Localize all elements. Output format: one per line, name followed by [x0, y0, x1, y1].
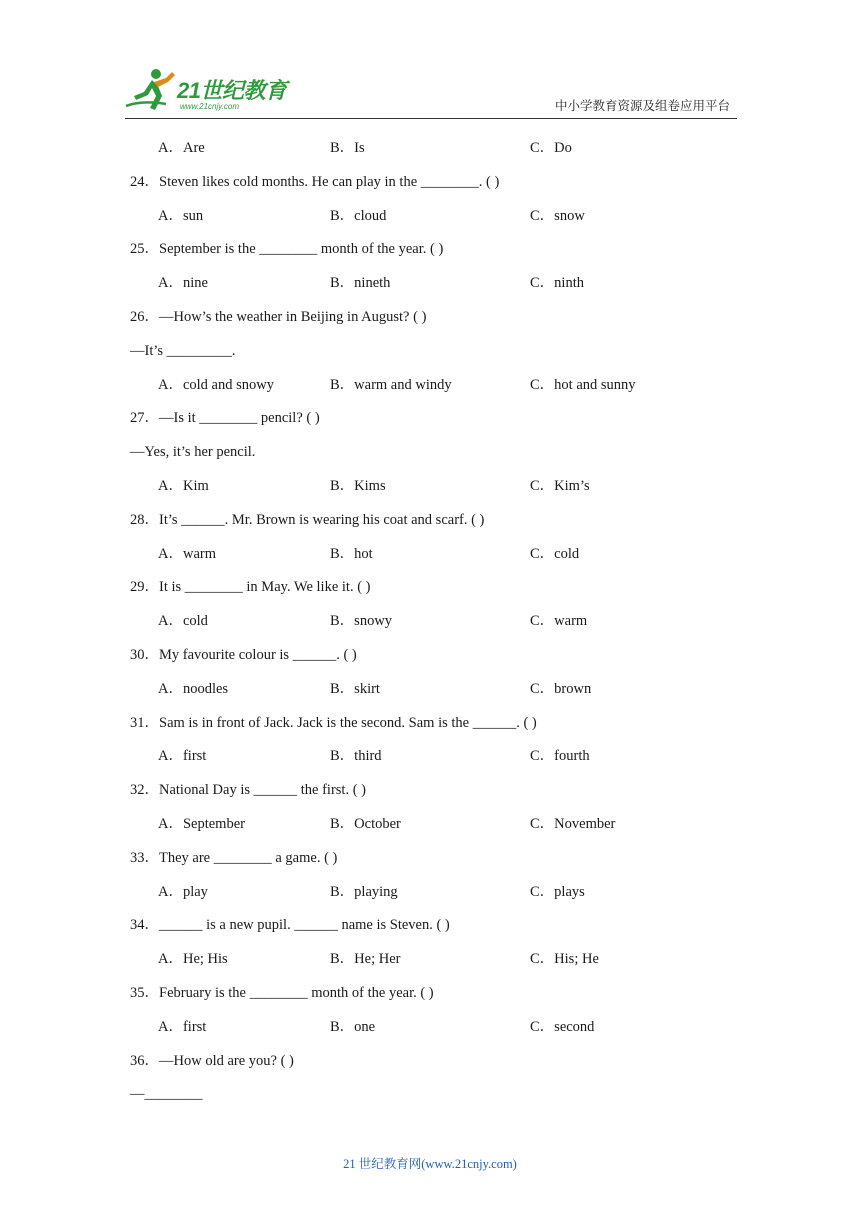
- option-a: A．Are: [158, 140, 205, 156]
- header-platform-text: 中小学教育资源及组卷应用平台: [554, 98, 730, 113]
- question-line: 33．They are ________ a game. ( ): [130, 850, 338, 866]
- option-c: C．Do: [530, 140, 572, 156]
- question-line: —It’s _________.: [130, 343, 236, 359]
- page-header: [0, 0, 860, 130]
- option-c: C．hot and sunny: [530, 377, 636, 393]
- option-a: A．warm: [158, 546, 216, 562]
- option-a: A．noodles: [158, 681, 229, 697]
- question-line: —________: [130, 1086, 203, 1102]
- option-b: B．October: [330, 816, 401, 832]
- option-a: A．cold and snowy: [158, 377, 274, 393]
- question-line: 30．My favourite colour is ______. ( ): [130, 647, 357, 663]
- option-a: A．September: [158, 816, 245, 832]
- question-line: 35．February is the ________ month of the year. ( ): [130, 985, 434, 1001]
- option-c: C．ninth: [530, 275, 584, 291]
- logo-url: www.21cnjy.com: [180, 102, 239, 111]
- option-c: C．Kim’s: [530, 478, 590, 494]
- option-c: C．second: [530, 1019, 595, 1035]
- page-footer: 21 世纪教育网(www.21cnjy.com): [343, 1157, 517, 1171]
- question-line: 26．—How’s the weather in Beijing in August? ( ): [130, 309, 427, 325]
- option-c: C．November: [530, 816, 616, 832]
- option-c: C．snow: [530, 208, 585, 224]
- question-line: 27．—Is it ________ pencil? ( ): [130, 410, 320, 426]
- option-c: C．cold: [530, 546, 580, 562]
- option-b: B．Is: [330, 140, 365, 156]
- option-a: A．cold: [158, 613, 208, 629]
- question-line: 34．______ is a new pupil. ______ name is Steven. ( ): [130, 917, 450, 933]
- option-a: A．Kim: [158, 478, 209, 494]
- question-line: 24．Steven likes cold months. He can play in the ________. ( ): [130, 174, 500, 190]
- question-line: 25．September is the ________ month of the year. ( ): [130, 241, 444, 257]
- option-c: C．plays: [530, 884, 585, 900]
- option-b: B．skirt: [330, 681, 380, 697]
- question-line: —Yes, it’s her pencil.: [130, 444, 256, 460]
- option-b: B．playing: [330, 884, 398, 900]
- option-a: A．nine: [158, 275, 208, 291]
- option-b: B．warm and windy: [330, 377, 452, 393]
- question-line: 29．It is ________ in May. We like it. ( ): [130, 579, 371, 595]
- option-a: A．first: [158, 1019, 207, 1035]
- running-figure-icon: [122, 66, 180, 114]
- option-a: A．first: [158, 748, 207, 764]
- option-b: B．nineth: [330, 275, 391, 291]
- question-line: 28．It’s ______. Mr. Brown is wearing his coat and scarf. ( ): [130, 512, 485, 528]
- option-b: B．hot: [330, 546, 373, 562]
- option-b: B．He; Her: [330, 951, 401, 967]
- option-a: A．play: [158, 884, 208, 900]
- option-b: B．snowy: [330, 613, 393, 629]
- option-b: B．Kims: [330, 478, 386, 494]
- logo-text: 21世纪教育: [177, 78, 287, 103]
- option-b: B．cloud: [330, 208, 387, 224]
- option-c: C．brown: [530, 681, 592, 697]
- option-c: C．warm: [530, 613, 588, 629]
- logo: [122, 66, 292, 118]
- option-b: B．third: [330, 748, 382, 764]
- option-b: B．one: [330, 1019, 376, 1035]
- option-a: A．sun: [158, 208, 204, 224]
- header-divider: [125, 118, 737, 119]
- option-a: A．He; His: [158, 951, 228, 967]
- question-line: 31．Sam is in front of Jack. Jack is the second. Sam is the ______. ( ): [130, 715, 537, 731]
- option-c: C．His; He: [530, 951, 599, 967]
- option-c: C．fourth: [530, 748, 590, 764]
- question-line: 36．—How old are you? ( ): [130, 1053, 294, 1069]
- question-line: 32．National Day is ______ the first. ( ): [130, 782, 366, 798]
